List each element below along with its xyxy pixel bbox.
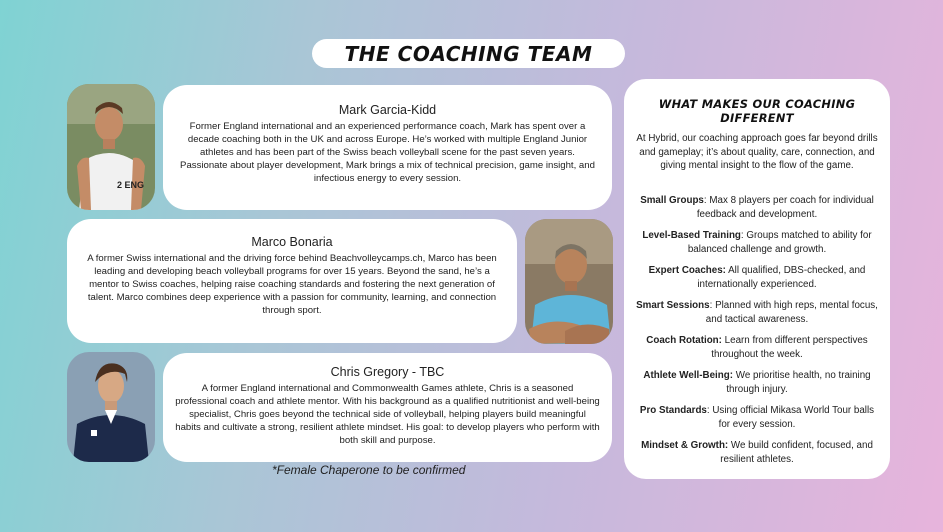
page-title: THE COACHING TEAM bbox=[344, 41, 593, 66]
coach-card-mark bbox=[163, 85, 612, 210]
feature-text: Planned with high reps, mental focus, and tactical awareness. bbox=[705, 299, 878, 325]
feature-item: Pro Standards: Using official Mikasa World Tour balls for every session. bbox=[639, 404, 875, 430]
feature-label: Small Groups bbox=[640, 194, 704, 206]
feature-label: Coach Rotation: bbox=[646, 334, 722, 346]
feature-item bbox=[636, 439, 878, 467]
feature-item: Smart Sessions: Planned with high reps, mental focus, and tactical awareness. bbox=[636, 299, 878, 325]
feature-label: Expert Coaches: bbox=[648, 264, 726, 276]
feature-label: Pro Standards bbox=[639, 404, 707, 416]
feature-label: Smart Sessions bbox=[636, 299, 710, 311]
feature-text: Groups matched to ability for balanced challenge and growth. bbox=[687, 229, 872, 255]
feature-list bbox=[636, 194, 878, 467]
feature-text: We build confident, focused, and resilient athletes. bbox=[720, 439, 873, 465]
panel-intro: At Hybrid, our coaching approach goes far beyond drills and gameplay; it’s about quality, care, connection, and giving mental insight to the flow of the game. bbox=[636, 133, 878, 171]
coach-bio: Former England international and an experienced performance coach, Mark has spent over a decade coaching both in the UK and across Europe. He’s worked with multiple England Junior athletes and has been part of the Swiss beach volleyball scene for the past seven years. Passionate about player development, Mark brings a mix of technical precision, game insight, and infectious energy to every session. bbox=[180, 121, 595, 184]
coach-photo-marco bbox=[525, 219, 613, 344]
feature-text: Max 8 players per coach for individual feedback and development. bbox=[696, 194, 874, 220]
feature-item bbox=[636, 369, 878, 397]
feature-item bbox=[636, 264, 878, 292]
feature-item: Small Groups: Max 8 players per coach for individual feedback and development. bbox=[640, 194, 874, 220]
feature-label: Mindset & Growth: bbox=[641, 439, 729, 451]
coach-bio: A former England international and Commonwealth Games athlete, Chris is a seasoned professional coach and athlete mentor. With his background as a qualified nutritionist and well-being specialist, Chris goes beyond the technical side of volleyball, helping players build meaningful habits and cultivate a strong, resilient athlete mindset. His goal: to develop players who perform with both skill and purpose. bbox=[175, 383, 600, 446]
jersey-number: 2 ENG bbox=[117, 180, 145, 190]
feature-text: Using official Mikasa World Tour balls for every session. bbox=[712, 404, 875, 430]
title-banner bbox=[312, 39, 625, 68]
coach-photo-chris bbox=[67, 352, 155, 462]
feature-item: Level-Based Training: Groups matched to ability for balanced challenge and growth. bbox=[642, 229, 872, 255]
feature-text: All qualified, DBS-checked, and internationally experienced. bbox=[697, 264, 866, 290]
feature-label: Athlete Well-Being: bbox=[643, 369, 734, 381]
feature-item bbox=[636, 334, 878, 362]
feature-label: Level-Based Training bbox=[642, 229, 741, 241]
coach-card-marco bbox=[67, 219, 517, 343]
coach-card-chris bbox=[163, 353, 612, 462]
coach-bio: A former Swiss international and the driving force behind Beachvolleycamps.ch, Marco has been leading and developing beach volleyball programs for over 15 years. Beyond the sand, he’s a mentor to Swiss coaches, helping raise coaching standards and fostering the next generation of talent. Marco combines deep experience with a passion for community, learning, and connection through sport. bbox=[87, 253, 497, 316]
coaching-difference-panel bbox=[624, 79, 890, 479]
feature-text: Learn from different perspectives throughout the week. bbox=[711, 334, 868, 360]
footnote: *Female Chaperone to be confirmed bbox=[272, 463, 466, 477]
coach-photo-mark bbox=[67, 84, 155, 210]
coach-name: Mark Garcia-Kidd bbox=[338, 103, 437, 117]
feature-text: We prioritise health, no training through injury. bbox=[726, 369, 871, 395]
panel-heading: WHAT MAKES OUR COACHING DIFFERENT bbox=[658, 97, 856, 125]
coach-name: Chris Gregory - TBC bbox=[330, 365, 445, 379]
coach-name: Marco Bonaria bbox=[251, 235, 333, 249]
